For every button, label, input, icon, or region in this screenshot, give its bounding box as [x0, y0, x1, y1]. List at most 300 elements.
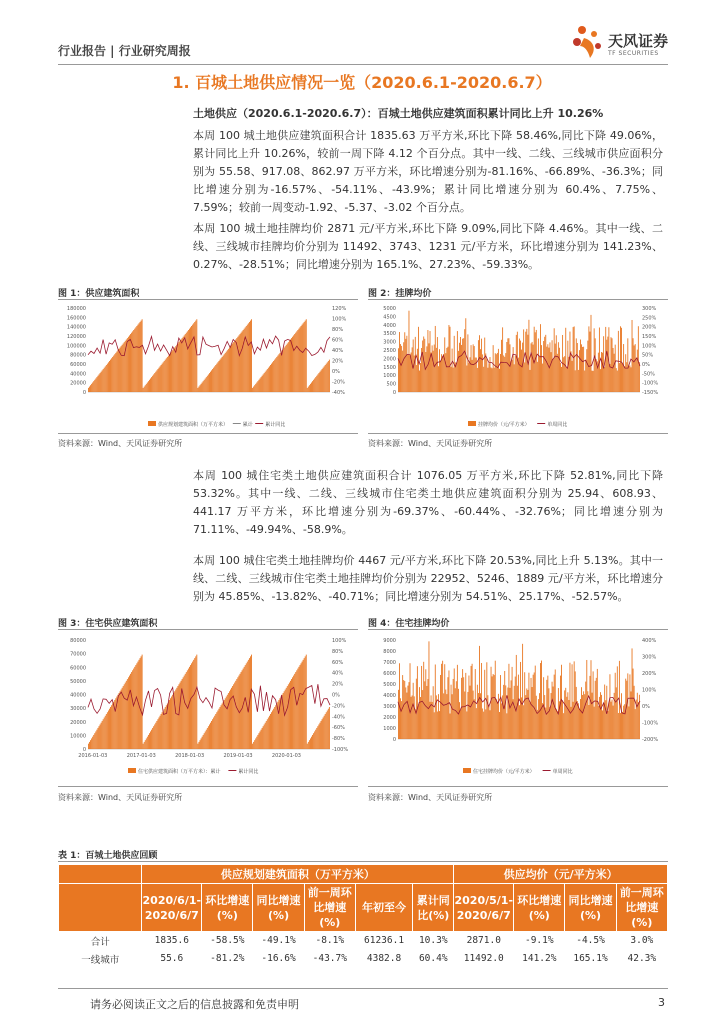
bar [474, 699, 475, 739]
bar [260, 731, 261, 749]
bar [169, 700, 170, 749]
bar [141, 656, 142, 749]
bar [185, 334, 186, 392]
bar [178, 684, 179, 749]
y2-tick-label: 60% [332, 337, 344, 344]
bar [634, 686, 635, 739]
bar [321, 370, 322, 392]
bar [624, 366, 625, 392]
bar [321, 721, 322, 749]
bar [329, 707, 330, 749]
table-cell: 141.2% [514, 950, 565, 968]
bar [467, 692, 468, 739]
bar [246, 663, 247, 749]
bar [607, 711, 608, 739]
bar [174, 348, 175, 392]
y-tick-label: 0 [82, 390, 86, 396]
y-tick-label: 10000 [70, 733, 86, 740]
y2-tick-label: -100% [642, 380, 659, 387]
header-divider [58, 64, 668, 65]
bar [275, 358, 276, 392]
bar [216, 712, 217, 749]
bar [274, 360, 275, 392]
bar [597, 669, 598, 739]
bar [196, 655, 197, 749]
y-tick-label: 5000 [383, 306, 396, 312]
bar [297, 330, 298, 392]
bar [601, 352, 602, 392]
col-header: 前一周环比增速(%) [304, 884, 355, 932]
bar [220, 360, 221, 392]
bar [157, 719, 158, 749]
bar [105, 366, 106, 392]
bar [110, 360, 111, 392]
bar [204, 380, 205, 392]
bar [426, 686, 427, 739]
bar [581, 344, 582, 392]
y-tick-label: 2000 [383, 356, 396, 363]
bar [163, 710, 164, 749]
bar [261, 377, 262, 392]
y-tick-label: 180000 [66, 306, 86, 312]
table-cell: 60.4% [413, 950, 454, 968]
figure-2-divider [368, 299, 668, 300]
bar [505, 685, 506, 739]
bar [282, 350, 283, 392]
bar [510, 344, 511, 392]
bar [184, 335, 185, 392]
bar [310, 384, 311, 392]
bar [224, 700, 225, 749]
bar [133, 669, 134, 749]
bar [531, 343, 532, 392]
bar [561, 367, 562, 392]
bar [104, 368, 105, 392]
bar [266, 721, 267, 749]
bar [636, 358, 637, 392]
bar [557, 354, 558, 392]
bar [284, 348, 285, 392]
bar [456, 681, 457, 739]
bar [594, 328, 595, 392]
bar [293, 335, 294, 392]
bar [101, 723, 102, 749]
bar [124, 684, 125, 749]
bar [229, 348, 230, 392]
bar [238, 335, 239, 392]
bar [319, 372, 320, 392]
bar [93, 381, 94, 392]
figure-4-title: 图 4：住宅挂牌均价 [368, 619, 450, 629]
bar [111, 358, 112, 392]
bar [446, 348, 447, 392]
bar [119, 693, 120, 749]
bar [93, 735, 94, 749]
bar [136, 326, 137, 392]
bar [632, 648, 633, 739]
bar [560, 676, 561, 739]
bar [252, 388, 253, 392]
bar [226, 352, 227, 392]
y2-tick-label: 100% [642, 687, 657, 694]
bar [208, 726, 209, 749]
bar [635, 344, 636, 392]
bar [108, 362, 109, 392]
bar [175, 690, 176, 749]
bar [622, 364, 623, 392]
bar [398, 348, 399, 392]
bar [324, 716, 325, 749]
bar [623, 344, 624, 392]
bar [312, 735, 313, 749]
bar [605, 700, 606, 739]
bar [315, 377, 316, 392]
bar [512, 360, 513, 392]
bar [511, 361, 512, 392]
bar [309, 740, 310, 749]
bar [626, 681, 627, 739]
bar [287, 343, 288, 392]
bar [178, 342, 179, 392]
y-tick-label: 40000 [70, 371, 86, 378]
y-tick-label: 20000 [70, 380, 86, 387]
bar [150, 378, 151, 392]
bar [620, 326, 621, 392]
bar [273, 361, 274, 392]
bar [638, 702, 639, 739]
bar [160, 366, 161, 392]
bar [615, 345, 616, 392]
y2-tick-label: 0% [332, 369, 340, 375]
bar [510, 688, 511, 739]
bar [202, 737, 203, 749]
bar [573, 702, 574, 739]
bar [158, 717, 159, 749]
bar [559, 348, 560, 392]
bar [132, 331, 133, 392]
bar [207, 376, 208, 392]
bar [552, 340, 553, 392]
table-cell: -43.7% [304, 950, 355, 968]
bar [329, 360, 330, 392]
bar [467, 334, 468, 392]
bar [580, 699, 581, 739]
bar [449, 325, 450, 392]
bar [401, 701, 402, 739]
bar [568, 700, 569, 739]
legend-label: 累计同比 [238, 769, 259, 775]
y-tick-label: 140000 [66, 324, 86, 331]
bar [294, 674, 295, 749]
bar [542, 364, 543, 392]
residential-price-chart [368, 634, 668, 779]
legend-label: 累计 [242, 422, 253, 428]
bar [560, 363, 561, 392]
bar [119, 349, 120, 392]
bar [231, 345, 232, 392]
bar [419, 371, 420, 392]
bar [193, 323, 194, 392]
bar [202, 383, 203, 392]
bar [242, 331, 243, 392]
bar [570, 663, 571, 739]
bar [562, 700, 563, 739]
bar [484, 338, 485, 392]
table-cell: 2871.0 [454, 932, 514, 950]
bar [200, 385, 201, 392]
bar [627, 338, 628, 392]
bar [577, 701, 578, 739]
bar [460, 337, 461, 392]
bar [403, 680, 404, 739]
bar [218, 361, 219, 392]
bar [194, 322, 195, 392]
bar [222, 703, 223, 749]
bar [103, 369, 104, 392]
bar [114, 354, 115, 392]
bar [303, 323, 304, 392]
bar [88, 744, 89, 749]
bar [526, 688, 527, 739]
bar [152, 376, 153, 392]
bar [143, 388, 144, 392]
paragraph-3: 本周 100 城住宅类土地供应建筑面积合计 1076.05 万平方米,环比下降 52.81%,同比下降 53.32%。其中一线、二线、三线城市住宅类土地供应建筑面积分别为 25.94、608.93、441.17 万平方米，环比增速分别为-69.37%、-60.44%、-32.76%；同比增速分别为 71.11%、-49.94%、-58.9%。 [193, 469, 663, 536]
bar [277, 356, 278, 392]
bar [399, 663, 400, 739]
bar [415, 337, 416, 392]
bar [180, 341, 181, 392]
bar [585, 682, 586, 739]
bar [611, 702, 612, 739]
bar [207, 728, 208, 749]
bar [190, 665, 191, 749]
bar [270, 714, 271, 749]
bar [445, 690, 446, 739]
y-tick-label: 2500 [383, 348, 396, 354]
bar [487, 695, 488, 739]
y-tick-label: 30000 [70, 706, 86, 713]
bar [595, 681, 596, 739]
bar [493, 674, 494, 739]
bar [477, 685, 478, 739]
bar [403, 342, 404, 392]
bar [548, 688, 549, 739]
bar [575, 370, 576, 392]
bar [548, 348, 549, 392]
bar [429, 343, 430, 392]
bar [432, 345, 433, 392]
bar [552, 682, 553, 739]
y-tick-label: 7000 [383, 660, 396, 666]
bar [595, 338, 596, 392]
bar [252, 744, 253, 749]
bar [262, 376, 263, 392]
bar [201, 384, 202, 392]
bar [137, 325, 138, 392]
bar [151, 730, 152, 749]
bar [567, 692, 568, 739]
bar [542, 703, 543, 739]
bar [153, 726, 154, 749]
bar [171, 697, 172, 749]
bar [236, 679, 237, 749]
bar [265, 372, 266, 392]
table-cell: 165.1% [565, 950, 616, 968]
bar [122, 688, 123, 749]
bar [440, 361, 441, 392]
bar [407, 686, 408, 739]
bar [312, 381, 313, 392]
bar [451, 367, 452, 392]
bar [417, 666, 418, 739]
bar [268, 368, 269, 392]
bar [188, 330, 189, 392]
bar [107, 364, 108, 392]
bar [604, 367, 605, 392]
y2-tick-label: -100% [642, 720, 659, 727]
y-tick-label: 3000 [383, 339, 396, 346]
legend-label: 单周同比 [547, 422, 568, 428]
bar [172, 350, 173, 392]
bar [328, 709, 329, 749]
y-tick-label: 1500 [383, 364, 396, 371]
bar [593, 671, 594, 739]
bar [613, 706, 614, 739]
y2-tick-label: 40% [332, 670, 344, 677]
bar [507, 688, 508, 739]
bar [285, 346, 286, 392]
bar [322, 369, 323, 392]
bar [157, 369, 158, 392]
bar [537, 710, 538, 739]
y2-tick-label: 0% [642, 704, 650, 710]
figure-4-divider [368, 629, 668, 630]
bar [232, 343, 233, 392]
bar [420, 363, 421, 392]
bar [289, 341, 290, 392]
bar [401, 346, 402, 392]
bar [497, 353, 498, 392]
bar [123, 343, 124, 392]
y2-tick-label: 250% [642, 315, 657, 322]
bar [135, 327, 136, 392]
bar [515, 356, 516, 392]
bar [281, 697, 282, 749]
bar [256, 737, 257, 749]
y2-tick-label: -150% [642, 390, 659, 396]
bar [212, 719, 213, 749]
y-tick-label: 60000 [70, 665, 86, 672]
table-cell: -4.5% [565, 932, 616, 950]
bar [110, 707, 111, 749]
bar-series [398, 311, 640, 392]
bar [570, 332, 571, 392]
bar [162, 364, 163, 392]
bar [534, 327, 535, 392]
bar [253, 742, 254, 749]
table-cell: 4382.8 [355, 950, 412, 968]
bar [327, 710, 328, 749]
bar [156, 370, 157, 392]
figure-1-source: 资料来源：Wind、天风证券研究所 [58, 439, 183, 448]
bar [130, 674, 131, 749]
col-header: 年初至今 [355, 884, 412, 932]
bar [478, 340, 479, 392]
table-cell: -81.2% [202, 950, 253, 968]
bar [184, 676, 185, 749]
bar [177, 343, 178, 392]
bar [591, 315, 592, 392]
table-row [59, 932, 668, 950]
bar [538, 338, 539, 392]
bar [435, 664, 436, 739]
bar [311, 383, 312, 392]
bar [495, 661, 496, 739]
bar [502, 327, 503, 392]
bar [531, 678, 532, 739]
bar [416, 679, 417, 739]
bar [553, 359, 554, 392]
bar [324, 366, 325, 392]
bar [435, 326, 436, 392]
x-tick-label: 2019-01-03 [223, 753, 253, 759]
bar [148, 735, 149, 749]
table-cell: -58.5% [202, 932, 253, 950]
bar [185, 674, 186, 749]
bar [442, 356, 443, 392]
bar [623, 706, 624, 739]
bar [106, 365, 107, 392]
bar [625, 354, 626, 392]
bar [257, 735, 258, 749]
bar [633, 338, 634, 392]
bar [419, 687, 420, 739]
y-tick-label: 160000 [66, 315, 86, 322]
bar [109, 709, 110, 749]
bar [217, 710, 218, 749]
bar [453, 368, 454, 392]
bar [455, 688, 456, 739]
legend-label: 供应规划建筑面积（万平方米） [158, 422, 229, 428]
bar [307, 744, 308, 749]
bar [444, 664, 445, 739]
bar [404, 332, 405, 392]
bar [267, 369, 268, 392]
bar [275, 705, 276, 749]
bar [504, 357, 505, 392]
bar [470, 686, 471, 739]
bar [420, 697, 421, 739]
bar [536, 696, 537, 739]
bar [248, 660, 249, 749]
bar [298, 329, 299, 392]
y2-tick-label: 300% [642, 654, 657, 661]
page-number: 3 [658, 996, 665, 1009]
bar [102, 721, 103, 749]
bar [534, 672, 535, 739]
bar [433, 351, 434, 392]
y2-tick-label: -40% [332, 390, 345, 396]
col-header: 环比增速(%) [514, 884, 565, 932]
bar [225, 353, 226, 392]
bar [461, 345, 462, 392]
bar [91, 738, 92, 749]
bar [407, 355, 408, 392]
bar [276, 703, 277, 749]
bar [551, 693, 552, 739]
bar [147, 737, 148, 749]
bar [145, 385, 146, 392]
